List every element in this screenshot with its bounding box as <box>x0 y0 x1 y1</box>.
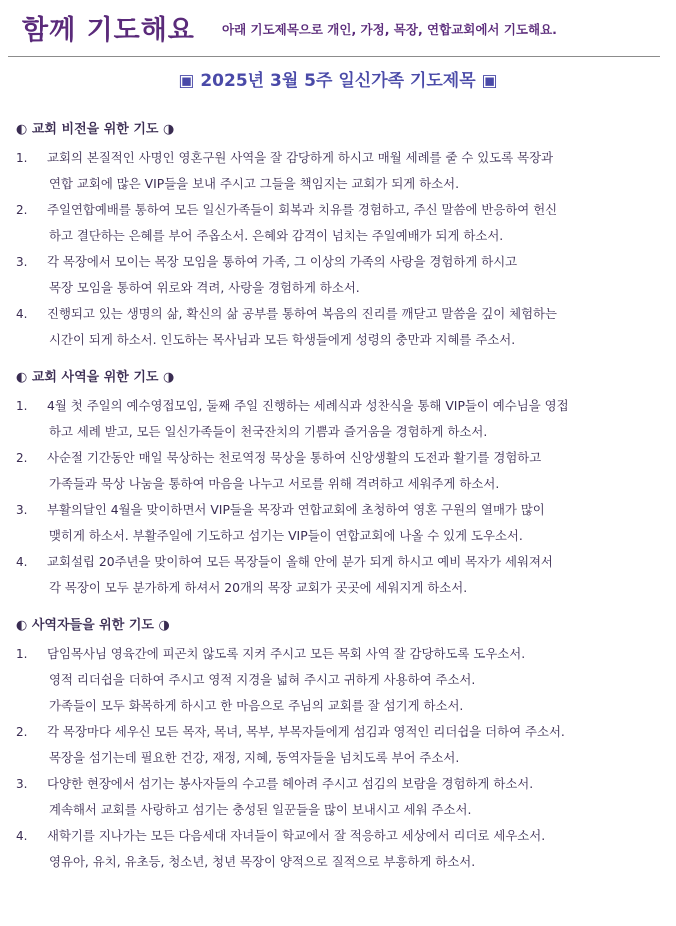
section-church-ministry <box>16 367 656 601</box>
item-text: 각 목장에서 모이는 목장 모임을 통하여 가족, 그 이상의 가족의 사랑을 경험하게 하시고 <box>47 254 518 269</box>
item-text: 목장 모임을 통하여 위로와 격려, 사랑을 경험하게 하소서. <box>49 280 360 295</box>
item-text: 하고 세례 받고, 모든 일신가족들이 천국잔치의 기쁨과 즐거움을 경험하게 하소서. <box>49 424 488 439</box>
page-title: ▣ 2025년 3월 5주 일신가족 기도제목 ▣ <box>178 71 498 91</box>
brand-title: 함께 기도해요 <box>22 15 195 46</box>
list-item <box>16 549 656 601</box>
item-text: 교회설립 20주년을 맞이하여 모든 목장들이 올해 안에 분가 되게 하시고 예비 목자가 세워져서 <box>47 554 553 569</box>
item-text: 연합 교회에 많은 VIP들을 보내 주시고 그들을 책임지는 교회가 되게 하소서. <box>49 176 460 191</box>
item-number: 3. <box>16 503 28 517</box>
item-number: 2. <box>16 203 28 217</box>
section-title: ◐ 교회 사역을 위한 기도 ◑ <box>16 370 175 385</box>
prayer-list <box>16 393 656 601</box>
item-text: 각 목장이 모두 분가하게 하셔서 20개의 목장 교회가 곳곳에 세워지게 하소서. <box>49 580 468 595</box>
item-number: 1. <box>16 399 28 413</box>
item-number: 4. <box>16 307 28 321</box>
item-number: 1. <box>16 647 28 661</box>
item-text: 계속해서 교회를 사랑하고 섬기는 충성된 일꾼들을 많이 보내시고 세워 주소서. <box>49 802 472 817</box>
item-text: 가족들이 모두 화목하게 하시고 한 마음으로 주님의 교회를 잘 섬기게 하소서. <box>49 698 464 713</box>
list-item <box>16 249 656 301</box>
list-item <box>16 445 656 497</box>
list-item <box>16 823 656 875</box>
list-item <box>16 497 656 549</box>
prayer-list <box>16 641 656 875</box>
item-text: 목장을 섬기는데 필요한 건강, 재정, 지혜, 동역자들을 넘치도록 부어 주소서. <box>49 750 460 765</box>
prayer-content <box>16 119 656 889</box>
item-number: 4. <box>16 555 28 569</box>
item-text: 4월 첫 주일의 예수영접모임, 둘째 주일 진행하는 세례식과 성찬식을 통해 VIP들이 예수님을 영접 <box>47 398 569 413</box>
item-text: 진행되고 있는 생명의 삶, 확신의 삶 공부를 통하여 복음의 진리를 깨닫고 말씀을 깊이 체험하는 <box>47 306 557 321</box>
list-item <box>16 393 656 445</box>
list-item <box>16 719 656 771</box>
header-tagline: 아래 기도제목으로 개인, 가정, 목장, 연합교회에서 기도해요. <box>222 22 557 37</box>
item-text: 사순절 기간동안 매일 묵상하는 천로역정 묵상을 통하여 신앙생활의 도전과 활기를 경험하고 <box>47 450 542 465</box>
item-number: 3. <box>16 255 28 269</box>
item-number: 4. <box>16 829 28 843</box>
section-church-vision <box>16 119 656 353</box>
header-divider <box>8 56 660 57</box>
item-text: 가족들과 묵상 나눔을 통하여 마음을 나누고 서로를 위해 격려하고 세워주게 하소서. <box>49 476 500 491</box>
item-text: 영적 리더쉽을 더하여 주시고 영적 지경을 넓혀 주시고 귀하게 사용하여 주소서. <box>49 672 476 687</box>
list-item <box>16 641 656 719</box>
item-text: 영유아, 유치, 유초등, 청소년, 청년 목장이 양적으로 질적으로 부흥하게 하소서. <box>49 854 476 869</box>
item-text: 시간이 되게 하소서. 인도하는 목사님과 모든 학생들에게 성령의 충만과 지혜를 주소서. <box>49 332 516 347</box>
item-text: 부활의달인 4월을 맞이하면서 VIP들을 목장과 연합교회에 초청하여 영혼 구원의 열매가 많이 <box>47 502 545 517</box>
prayer-list <box>16 145 656 353</box>
item-text: 새학기를 지나가는 모든 다음세대 자녀들이 학교에서 잘 적응하고 세상에서 리더로 세우소서. <box>47 828 546 843</box>
section-title: ◐ 사역자들을 위한 기도 ◑ <box>16 618 170 633</box>
item-text: 각 목장마다 세우신 모든 목자, 목녀, 목부, 부목자들에게 섬김과 영적인 리더쉽을 더하여 주소서. <box>47 724 565 739</box>
item-number: 2. <box>16 451 28 465</box>
section-title: ◐ 교회 비전을 위한 기도 ◑ <box>16 122 175 137</box>
item-text: 담임목사님 영육간에 피곤치 않도록 지켜 주시고 모든 목회 사역 잘 감당하도록 도우소서. <box>47 646 526 661</box>
list-item <box>16 301 656 353</box>
item-text: 교회의 본질적인 사명인 영혼구원 사역을 잘 감당하게 하시고 매월 세례를 줄 수 있도록 목장과 <box>47 150 554 165</box>
list-item <box>16 197 656 249</box>
section-ministers <box>16 615 656 875</box>
item-number: 1. <box>16 151 28 165</box>
item-text: 맺히게 하소서. 부활주일에 기도하고 섬기는 VIP들이 연합교회에 나올 수 있게 도우소서. <box>49 528 523 543</box>
list-item <box>16 145 656 197</box>
item-text: 다양한 현장에서 섬기는 봉사자들의 수고를 헤아려 주시고 섬김의 보람을 경험하게 하소서. <box>47 776 534 791</box>
page-header <box>20 6 660 46</box>
item-number: 3. <box>16 777 28 791</box>
item-text: 하고 결단하는 은혜를 부어 주옵소서. 은혜와 감격이 넘치는 주일예배가 되게 하소서. <box>49 228 504 243</box>
list-item <box>16 771 656 823</box>
item-text: 주일연합예배를 통하여 모든 일신가족들이 회복과 치유를 경험하고, 주신 말씀에 반응하여 헌신 <box>47 202 558 217</box>
item-number: 2. <box>16 725 28 739</box>
